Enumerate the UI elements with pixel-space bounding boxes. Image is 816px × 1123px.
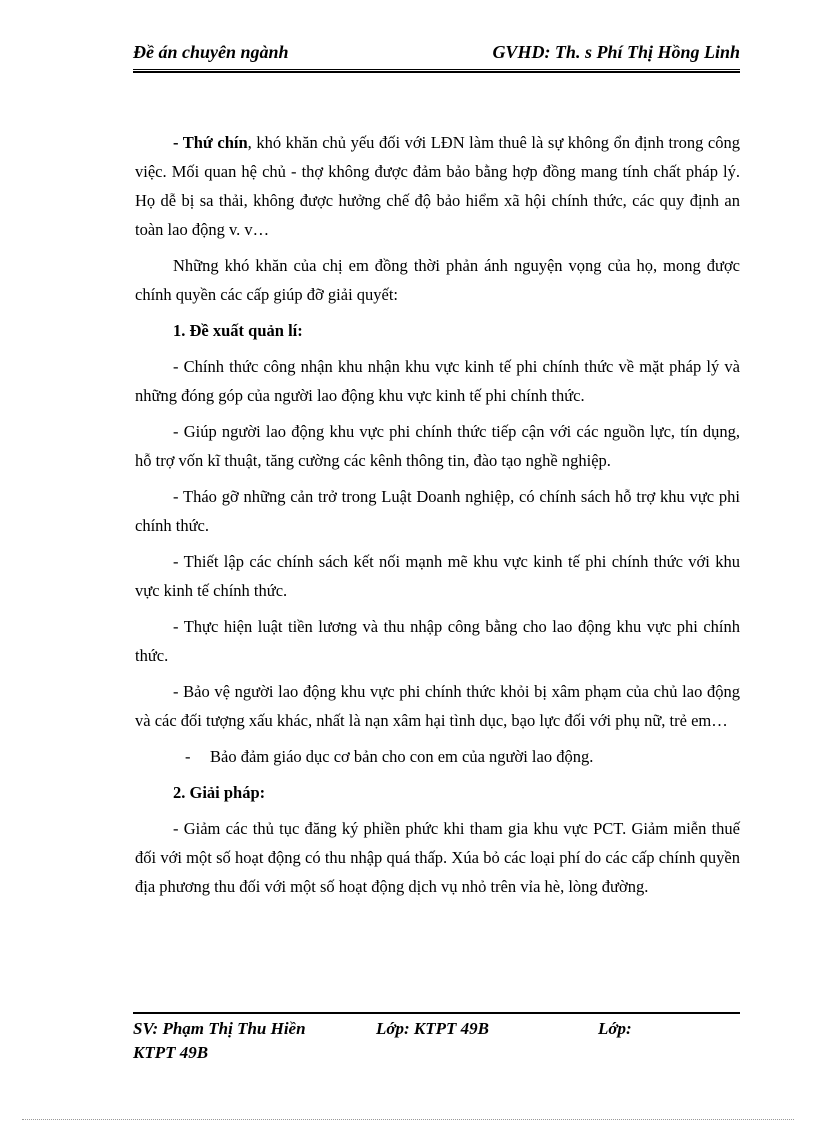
- list-item: - Thực hiện luật tiền lương và thu nhập công bằng cho lao động khu vực phi chính thức.: [135, 617, 740, 665]
- footer-rule: [133, 1012, 740, 1014]
- paragraph-lead: - Thứ chín: [173, 133, 248, 152]
- footer-class-value: KTPT 49B: [133, 1043, 209, 1062]
- list-item: - Bảo vệ người lao động khu vực phi chính thức khỏi bị xâm phạm của chủ lao động và các đối tượng xấu khác, nhất là nạn xâm hại tình dục, bạo lực đối với phụ nữ, trẻ em…: [135, 682, 740, 730]
- bullet-dash: -: [185, 747, 191, 766]
- bullet-item: [135, 742, 740, 771]
- header-title: Đề án chuyên ngành: [133, 42, 289, 62]
- bullet-text: Bảo đảm giáo dục cơ bản cho con em của người lao động.: [210, 747, 594, 766]
- page-bottom-border: [22, 1119, 794, 1120]
- document-body: [135, 128, 740, 908]
- footer-class: Lớp: KTPT 49B: [376, 1019, 489, 1038]
- section-heading-1: 1. Đề xuất quản lí:: [173, 321, 303, 340]
- paragraph-text: , khó khăn chủ yếu đối với LĐN làm thuê là sự không ổn định trong công việc. Mối quan hệ chủ - thợ không được đảm bảo bằng hợp đồng mang tính chất pháp lý. Họ dễ bị sa thải, không được hưởng chế độ bảo hiểm xã hội chính thức, các quy định an toàn lao động v. v…: [135, 133, 740, 239]
- list-item: - Giảm các thủ tục đăng ký phiền phức khi tham gia khu vực PCT. Giảm miễn thuế đối với một số hoạt động có thu nhập quá thấp. Xúa bỏ các loại phí do các cấp chính quyền địa phương thu đối với một số hoạt động dịch vụ nhỏ trên vỉa hè, lòng đường.: [135, 819, 740, 896]
- section-heading-2: 2. Giải pháp:: [173, 783, 266, 802]
- list-item: - Tháo gỡ những cản trở trong Luật Doanh nghiệp, có chính sách hỗ trợ khu vực phi chính thức.: [135, 487, 740, 535]
- list-item: - Giúp người lao động khu vực phi chính thức tiếp cận với các nguồn lực, tín dụng, hỗ trợ vốn kĩ thuật, tăng cường các kênh thông tin, đào tạo nghề nghiệp.: [135, 422, 740, 470]
- header-advisor: GVHD: Th. s Phí Thị Hồng Linh: [492, 42, 740, 62]
- list-item: - Chính thức công nhận khu nhận khu vực kinh tế phi chính thức về mặt pháp lý và những đóng góp của người lao động khu vực kinh tế phi chính thức.: [135, 357, 740, 405]
- paragraph: [135, 128, 740, 244]
- header-rule: [133, 69, 740, 73]
- page-header: [133, 42, 740, 63]
- footer-class-label: Lớp:: [598, 1019, 632, 1038]
- paragraph: Những khó khăn của chị em đồng thời phản ánh nguyện vọng của họ, mong được chính quyền các cấp giúp đỡ giải quyết:: [135, 256, 740, 304]
- footer-student: SV: Phạm Thị Thu Hiền: [133, 1019, 306, 1038]
- list-item: - Thiết lập các chính sách kết nối mạnh mẽ khu vực kinh tế phi chính thức với khu vực kinh tế chính thức.: [135, 552, 740, 600]
- page-footer: [133, 1017, 740, 1065]
